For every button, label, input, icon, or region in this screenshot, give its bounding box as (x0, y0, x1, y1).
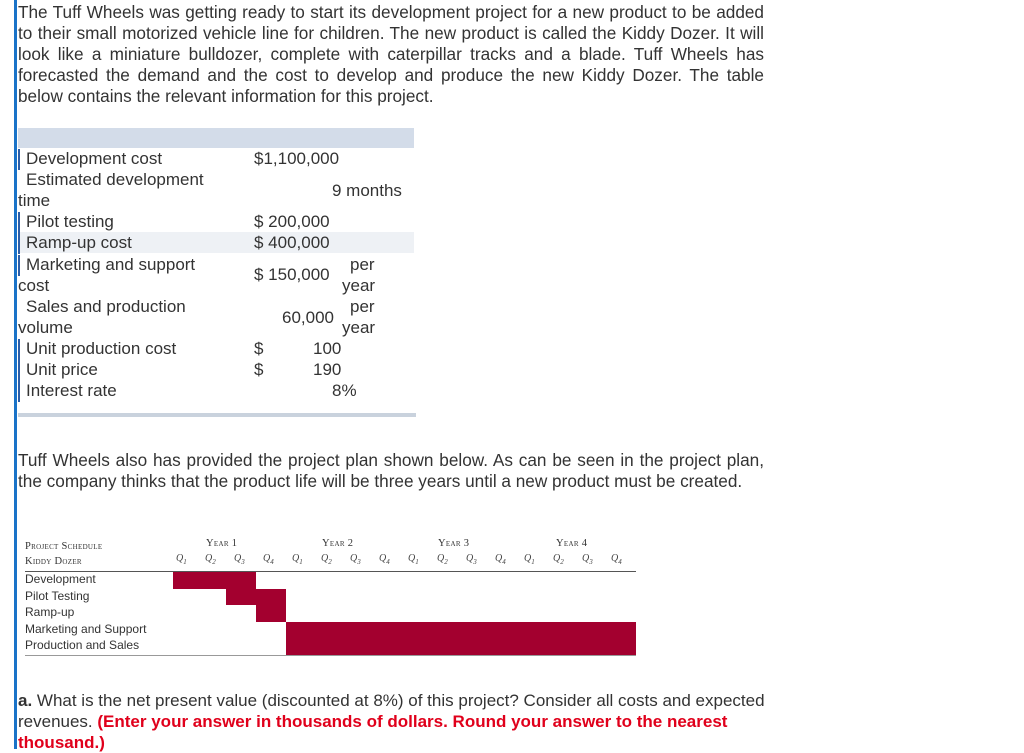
label-interest-rate: Interest rate (26, 381, 117, 400)
question-letter: a. (18, 691, 33, 710)
quarter-label: $Q_3$ (582, 553, 593, 566)
label-estimated-development-cont: time (18, 191, 51, 210)
value-estimated-development-time: 9 months (332, 181, 402, 200)
quarter-label: $Q_4$ (611, 553, 622, 566)
value-interest-rate: 8% (332, 381, 357, 400)
task-development: Development (25, 572, 96, 586)
label-marketing-support: Marketing and support (26, 255, 196, 274)
row-marker (18, 149, 20, 170)
value-sales-volume: 60,000 (282, 308, 334, 327)
bar-marketing-production (286, 622, 636, 655)
question-text: What is the net present value (discounted at 8%) of this project? Consider all costs and expected revenues. (18, 691, 765, 731)
value-ramp-up-cost: $ 400,000 (254, 233, 330, 252)
label-ramp-up-cost: Ramp-up cost (26, 233, 132, 252)
quarter-label: $Q_2$ (553, 553, 564, 566)
quarter-label: $Q_2$ (321, 553, 332, 566)
question-a (18, 690, 778, 753)
intro-paragraph: The Tuff Wheels was getting ready to start its development project for a new product to be added to their small motorized vehicle line for children. The new product is called the Kiddy Dozer. It will look like a miniature bulldozer, complete with caterpillar tracks and a blade. Tuff Wheels has forecasted the demand and the cost to develop and produce the new Kiddy Dozer. The table below contains the relevant information for this project. (18, 2, 764, 106)
task-ramp-up: Ramp-up (25, 605, 75, 619)
quarter-label: $Q_1$ (292, 553, 303, 566)
table-footer-band (18, 413, 416, 417)
unit-year: year (342, 276, 376, 295)
quarter-label: $Q_4$ (379, 553, 390, 566)
row-marker (18, 360, 20, 381)
task-pilot-testing: Pilot Testing (25, 589, 90, 603)
currency-symbol: $ (254, 339, 264, 358)
row-marker (18, 339, 20, 360)
quarter-label: $Q_1$ (176, 553, 187, 566)
row-marker (18, 381, 20, 402)
quarter-label: $Q_3$ (466, 553, 477, 566)
quarter-label: $Q_3$ (234, 553, 245, 566)
quarter-label: $Q_1$ (524, 553, 535, 566)
label-pilot-testing: Pilot testing (26, 212, 114, 231)
label-marketing-support-cont: cost (18, 276, 50, 295)
row-marker (18, 255, 20, 276)
bar-pilot-testing (226, 589, 256, 605)
row-marker (18, 233, 20, 254)
year-label: Year 3 (438, 538, 470, 549)
gantt-title: Project Schedule (25, 541, 103, 552)
task-production-sales: Production and Sales (25, 638, 140, 652)
row-marker (18, 212, 20, 233)
label-unit-production-cost: Unit production cost (26, 339, 177, 358)
quarter-label: $Q_2$ (437, 553, 448, 566)
label-estimated-development: Estimated development (26, 170, 204, 189)
gantt-subtitle: Kiddy Dozer (25, 556, 82, 567)
value-development-cost: $1,100,000 (254, 149, 340, 168)
label-sales-production-cont: volume (18, 318, 73, 337)
value-unit-price: 190 (313, 360, 342, 379)
unit-year: year (342, 318, 376, 337)
label-unit-price: Unit price (26, 360, 98, 379)
year-label: Year 1 (206, 538, 238, 549)
value-marketing-support: $ 150,000 (254, 265, 330, 284)
year-label: Year 2 (322, 538, 354, 549)
quarter-label: $Q_4$ (495, 553, 506, 566)
quarter-label: $Q_2$ (205, 553, 216, 566)
value-pilot-testing: $ 200,000 (254, 212, 330, 231)
label-sales-production: Sales and production (26, 297, 186, 316)
unit-per: per (350, 297, 375, 316)
left-accent-bar (14, 0, 17, 749)
task-marketing-support: Marketing and Support (25, 622, 147, 636)
bar-ramp-up (256, 589, 286, 622)
plan-paragraph: Tuff Wheels also has provided the project plan shown below. As can be seen in the project plan, the company thinks that the product life will be three years until a new product must be created. (18, 450, 764, 491)
table-header-band (18, 128, 414, 148)
quarter-label: $Q_4$ (263, 553, 274, 566)
quarter-label: $Q_1$ (408, 553, 419, 566)
unit-per: per (350, 255, 375, 274)
question-instruction: (Enter your answer in thousands of dollars. Round your answer to the nearest thousand.) (18, 712, 728, 752)
year-label: Year 4 (556, 538, 588, 549)
gantt-bottom-line (25, 655, 636, 656)
currency-symbol: $ (254, 360, 264, 379)
label-development-cost: Development cost (26, 149, 163, 168)
value-unit-production-cost: 100 (313, 339, 342, 358)
quarter-label: $Q_3$ (350, 553, 361, 566)
bar-development (173, 572, 256, 589)
